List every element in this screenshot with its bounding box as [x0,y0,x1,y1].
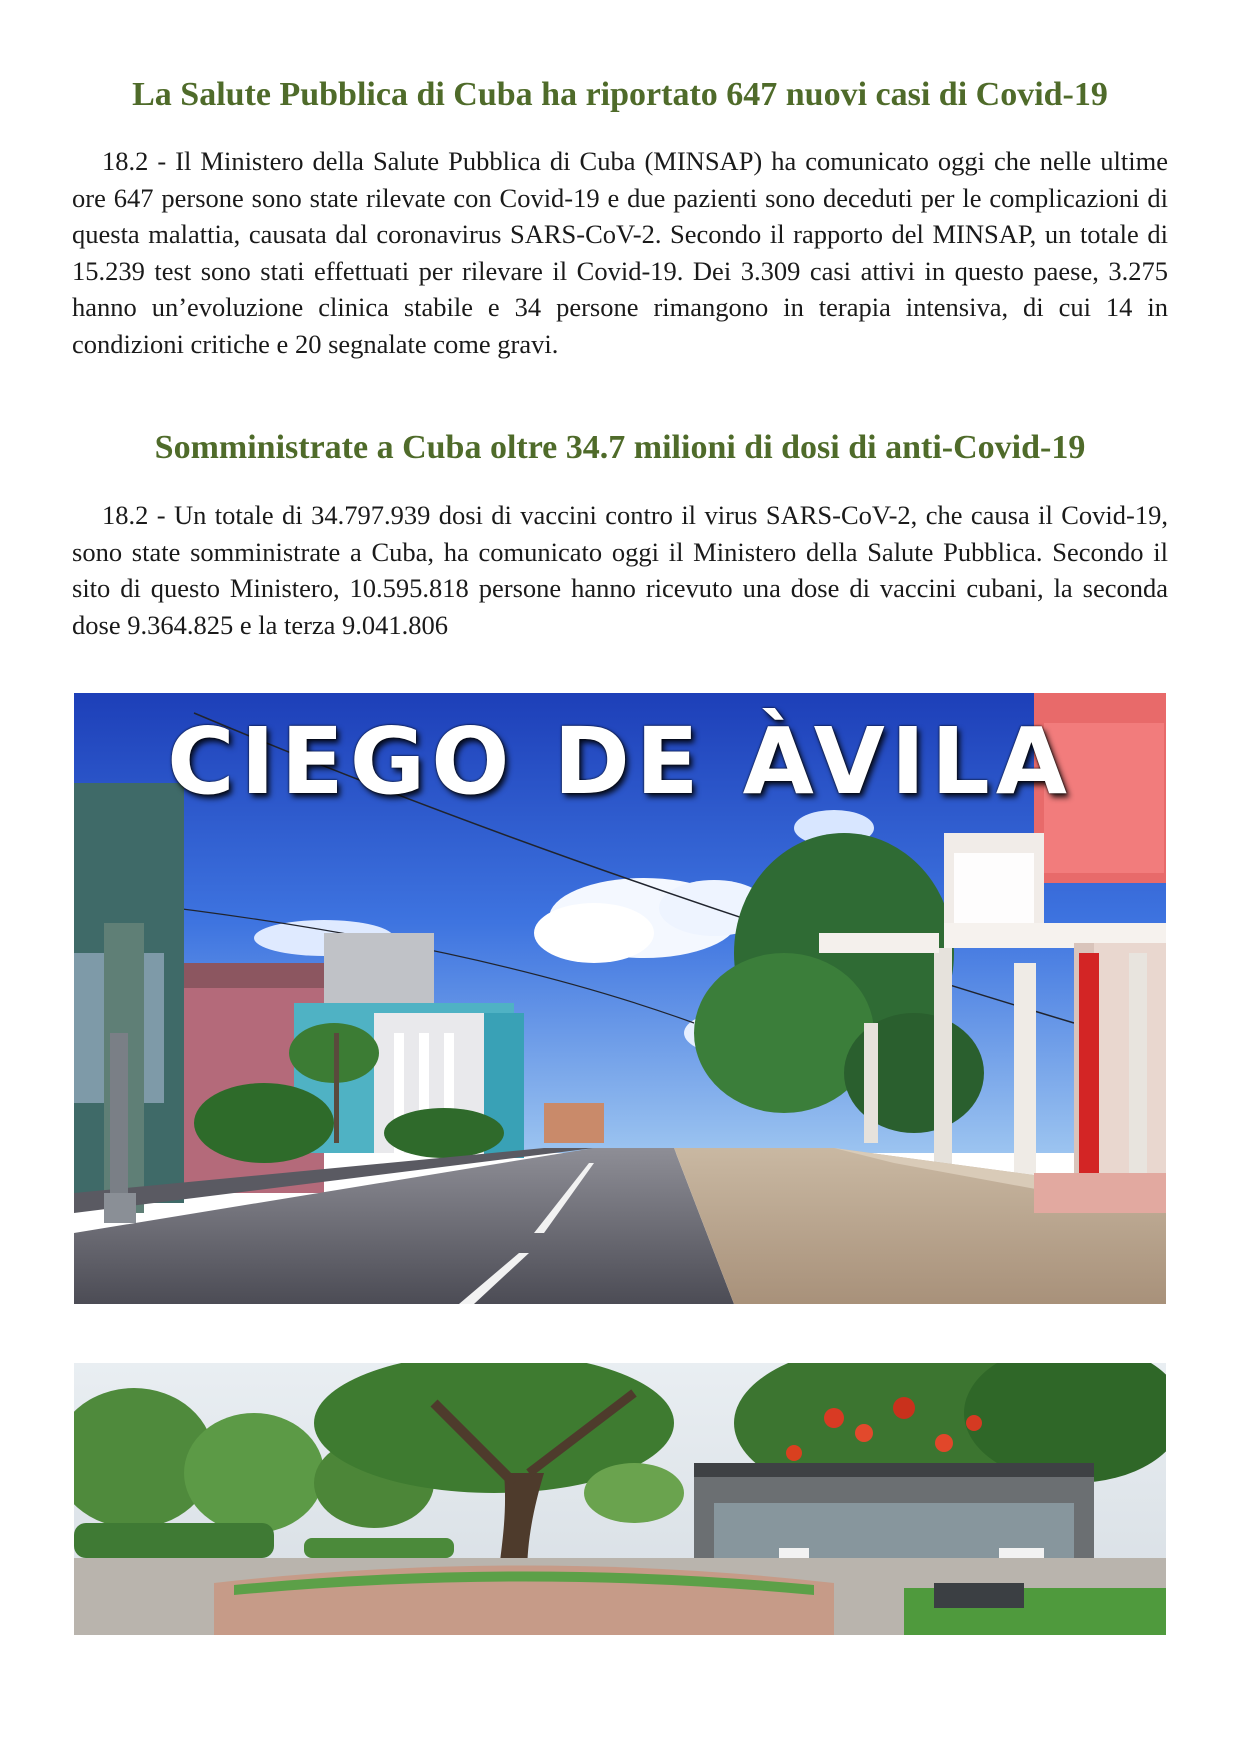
article-2-body: 18.2 - Un totale di 34.797.939 dosi di vaccini contro il virus SARS-CoV-2, che causa il Covid-19, sono state somministrate a Cuba, ha comunicato oggi il Ministero della Salute Pubblica. Secondo il sito di questo Ministero, 10.595.818 persone hanno ricevuto una dose di vaccini cubani, la seconda dose 9.364.825 e la terza 9.041.806 [72,500,1168,640]
street-photo [74,693,1166,1304]
park-photo [74,1363,1166,1635]
article-1-title: La Salute Pubblica di Cuba ha riportato 647 nuovi casi di Covid-19 [132,76,1108,113]
photo-caption-overlay: CIEGO DE ÀVILA [167,708,1073,815]
park-photo-illustration [74,1363,1166,1635]
article-2-title: Somministrate a Cuba oltre 34.7 milioni di dosi di anti-Covid-19 [154,429,1086,466]
article-1-body: 18.2 - Il Ministero della Salute Pubblica di Cuba (MINSAP) ha comunicato oggi che nelle ultime ore 647 persone sono state rilevate con Covid-19 e due pazienti sono deceduti per le complicazioni di questa malattia, causata dal coronavirus SARS-CoV-2. Secondo il rapporto del MINSAP, un totale di 15.239 test sono stati effettuati per rilevare il Covid-19. Dei 3.309 casi attivi in questo paese, 3.275 hanno un’evoluzione clinica stabile e 34 persone rimangono in terapia intensiva, di cui 14 in condizioni critiche e 20 segnalate come gravi. [72,146,1168,359]
